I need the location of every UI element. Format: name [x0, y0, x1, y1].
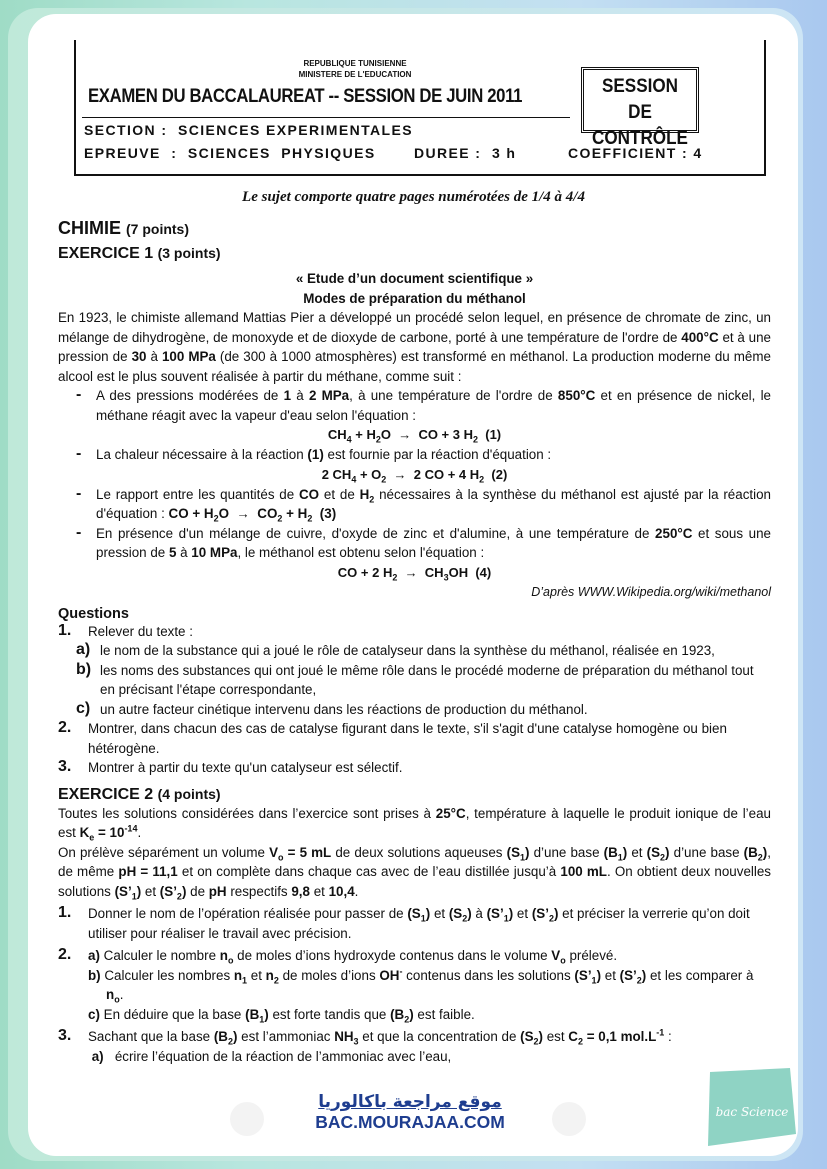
document-subtitle: Modes de préparation du méthanol [303, 290, 526, 306]
ex2-question-3a: a) écrire l’équation de la réaction de l’ammoniac avec l’eau, [91, 1048, 452, 1064]
list-item: - Le rapport entre les quantités de CO et de $H_2$ nécessaires à la synthèse du méthanol est ajusté par la réaction d'équation : CO + $H_2O \to CO_2 + H_2$ (3) [76, 484, 771, 524]
left-badge-icon [230, 1102, 264, 1136]
ex2-question-2a: 2. a) Calculer le nombre $n_o$ de moles d’ions hydroxyde contenus dans le volume $V_o$ prélevé. [58, 946, 618, 966]
ex2-question-3: 3. Sachant que la base $(B_2)$ est l’ammoniac $NH_3$ et que la concentration de $(S_2)$ est $C_2 = 0,1$ $mol.L^{-1}$ : [58, 1027, 672, 1047]
footer-arabic-link[interactable]: موقع مراجعة باكالوريا [318, 1092, 502, 1112]
ex2-question-2b: b) Calculer les nombres $n_1$ et $n_2$ de moles d’ions OH- contenus dans les solutions $(S’_1)$ et $(S’_2)$ et les comparer à $n_o$. [88, 966, 754, 1005]
exam-body [58, 218, 771, 1066]
bac-science-logo [700, 1064, 800, 1150]
question-1a: a) le nom de la substance qui a joué le rôle de catalyseur dans la synthèse du méthanol, réalisée en 1923, [76, 641, 715, 658]
ex2-question-2c: c) En déduire que la base $(B_1)$ est forte tandis que $(B_2)$ est faible. [88, 1006, 475, 1025]
question-2: 2. Montrer, dans chacun des cas de catalyse figurant dans le texte, s'il s'agit d'une catalyse homogène ou bien hétérogène. [58, 719, 727, 756]
page-subtitle: Le sujet comporte quatre pages numérotées de 1/4 à 4/4 [242, 189, 585, 205]
list-item: - La chaleur nécessaire à la réaction (1) est fournie par la réaction d'équation : [76, 445, 552, 462]
document-source: D’après WWW.Wikipedia.org/wiki/methanol [531, 584, 771, 599]
document-title: « Etude d’un document scientifique » [295, 271, 534, 286]
questions-heading: Questions [58, 605, 129, 622]
ex2-question-1: 1. Donner le nom de l’opération réalisée pour passer de $(S_1)$ et $(S_2)$ à $(S’_1)$ et $(S’_2)$ et préciser la verrerie qu’on doit utiliser pour réaliser le travail avec précision. [58, 904, 750, 941]
equation-4: CO + 2 $H_2 \to CH_3OH$ (4) [337, 564, 492, 583]
session-box [581, 67, 699, 149]
session-line-1: SESSION [601, 76, 679, 97]
ministry-label: MINISTERE DE L'EDUCATION [298, 70, 412, 79]
question-1: 1. Relever du texte : [58, 621, 193, 639]
exam-header [60, 40, 770, 178]
document-intro: En 1923, le chimiste allemand Mattias Pier a développé un procédé selon lequel, en présence de chromate de zinc, un mélange de dihydrogène, de monoxyde et de dioxyde de carbone, porté à une température de l'ordre de 400°C et à une pression de 30 à 100 MPa (de 300 à 1000 atmosphères) est transformé en méthanol. La production moderne du même alcool est le plus souvent réalisée à partir du méthane, comme suit : [58, 310, 771, 384]
footer-site[interactable] [282, 1092, 538, 1133]
list-item: - En présence d'un mélange de cuivre, d'oxyde de zinc et d'alumine, à une température de 250°C et sous une pression de 5 à 10 MPa, le méthanol est obtenu selon l'équation : [76, 523, 771, 560]
right-badge-icon [552, 1102, 586, 1136]
ex2-intro: Toutes les solutions considérées dans l’exercice sont prises à 25°C, température à laquelle le produit ionique de l’eau est $K_e = 10^{-14}$. [58, 805, 772, 843]
duree-line: DUREE : 3 h [414, 145, 517, 161]
question-3: 3. Montrer à partir du texte qu'un catalyseur est sélectif. [58, 758, 403, 775]
logo-text: bac Science [715, 1105, 789, 1119]
republic-label: REPUBLIQUE TUNISIENNE [303, 59, 407, 68]
exam-title: EXAMEN DU BACCALAUREAT -- SESSION DE JUIN 2011 [88, 86, 523, 107]
list-item: - A des pressions modérées de 1 à 2 MPa, à une température de l'ordre de 850°C et en présence de nickel, le méthane réagit avec la vapeur d'eau selon l'équation : [76, 386, 771, 423]
coefficient-line: COEFFICIENT : 4 [568, 145, 703, 161]
header-divider [82, 117, 570, 118]
session-line-2: DE CONTRÔLE [592, 102, 688, 149]
chimie-heading: CHIMIE (7 points) [58, 218, 190, 238]
footer-url-link[interactable]: BAC.MOURAJAA.COM [315, 1112, 505, 1132]
question-1b: b) les noms des substances qui ont joué le même rôle dans le procédé moderne de préparation du méthanol tout en précisant l'étape correspondante, [76, 660, 754, 697]
question-1c: c) un autre facteur cinétique intervenu dans les réactions de production du méthanol. [76, 699, 588, 717]
exercice-2-heading: EXERCICE 2 (4 points) [58, 785, 221, 803]
equation-2: 2 $CH_4 + O_2 \to 2$ CO + 4 $H_2$ (2) [321, 466, 508, 485]
equation-1: $CH_4 + H_2O$ → CO + 3 $H_2$ (1) [327, 427, 502, 445]
epreuve-line: EPREUVE : SCIENCES PHYSIQUES [84, 145, 376, 161]
ex2-text: On prélève séparément un volume $V_o = 5$ mL de deux solutions aqueuses $(S_1)$ d’une base $(B_1)$ et $(S_2)$ d’une base $(B_2)$, de même pH = 11,1 et on complète dans chaque cas avec de l’eau distillée jusqu’à 100 mL. On obtient deux nouvelles solutions $(S’_1)$ et $(S’_2)$ de pH respectifs 9,8 et 10,4. [58, 844, 771, 902]
section-line: SECTION : SCIENCES EXPERIMENTALES [84, 122, 413, 138]
exercice-1-heading: EXERCICE 1 (3 points) [58, 245, 221, 262]
